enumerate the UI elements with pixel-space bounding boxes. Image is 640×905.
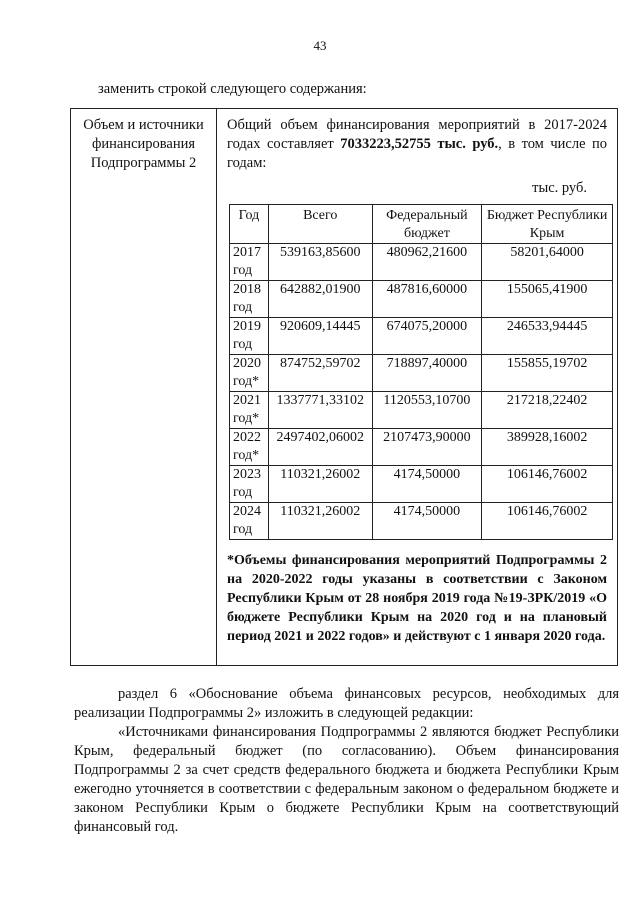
table-row <box>230 429 613 466</box>
cell-federal: 4174,50000 <box>372 503 482 540</box>
cell-year: 2020 год* <box>230 355 269 392</box>
summary-amount: 7033223,52755 тыс. руб. <box>340 136 499 152</box>
cell-crimea: 155855,19702 <box>482 355 613 392</box>
cell-total: 642882,01900 <box>268 281 372 318</box>
table-row <box>230 503 613 540</box>
cell-federal: 2107473,90000 <box>372 429 482 466</box>
right-content-cell <box>217 109 617 665</box>
table-body <box>230 244 613 540</box>
cell-federal: 487816,60000 <box>372 281 482 318</box>
left-label-line: финансирования <box>91 136 196 152</box>
table-row <box>230 281 613 318</box>
left-label-line: Объем и источники <box>83 117 204 133</box>
cell-total: 539163,85600 <box>268 244 372 281</box>
left-label-cell <box>71 109 217 665</box>
cell-crimea: 246533,94445 <box>482 318 613 355</box>
cell-crimea: 217218,22402 <box>482 392 613 429</box>
cell-year: 2019 год <box>230 318 269 355</box>
cell-year: 2018 год <box>230 281 269 318</box>
cell-crimea: 58201,64000 <box>482 244 613 281</box>
cell-crimea: 155065,41900 <box>482 281 613 318</box>
unit-label: тыс. руб. <box>532 180 587 196</box>
intro-text: заменить строкой следующего содержания: <box>98 81 367 97</box>
quoted-paragraph: «Источниками финансирования Подпрограммы 2 являются бюджет Республики Крым, федеральный бюджет (по согласованию). Объем финансирования Подпрограммы 2 за счет средств федерального бюджета и бюджета Республики Крым ежегодно уточняется в соответствии с федеральным законом о федеральном бюджете и законом Республики Крым о бюджете Республики Крым на соответствующий финансовый год. <box>74 724 619 835</box>
header-total: Всего <box>268 205 372 244</box>
page-number: 43 <box>313 38 327 53</box>
cell-year: 2024 год <box>230 503 269 540</box>
table-row <box>230 466 613 503</box>
footnote: *Объемы финансирования мероприятий Подпрограммы 2 на 2020-2022 годы указаны в соответствии с Законом Республики Крым от 28 ноября 2019 года №19-ЗРК/2019 «О бюджете Республики Крым на 2020 год и на плановый период 2021 и 2022 годов» и действуют с 1 января 2020 года. <box>227 553 607 644</box>
financing-table <box>70 108 618 666</box>
header-crimea: Бюджет Республики Крым <box>482 205 613 244</box>
financing-summary <box>227 116 607 173</box>
cell-total: 1337771,33102 <box>268 392 372 429</box>
table-row <box>230 318 613 355</box>
cell-year: 2023 год <box>230 466 269 503</box>
table-row <box>230 355 613 392</box>
yearly-breakdown-table <box>229 204 613 540</box>
header-federal: Федеральный бюджет <box>372 205 482 244</box>
header-year: Год <box>230 205 269 244</box>
cell-year: 2017 год <box>230 244 269 281</box>
cell-federal: 674075,20000 <box>372 318 482 355</box>
summary-after: , в том числе по годам: <box>227 136 607 171</box>
cell-total: 110321,26002 <box>268 503 372 540</box>
left-label-line: Подпрограммы 2 <box>90 155 197 171</box>
table-row <box>230 392 613 429</box>
table-header-row <box>230 205 613 244</box>
section-heading-text: раздел 6 «Обоснование объема финансовых ресурсов, необходимых для реализации Подпрограммы 2» изложить в следующей редакции: <box>74 686 619 721</box>
cell-federal: 4174,50000 <box>372 466 482 503</box>
cell-federal: 480962,21600 <box>372 244 482 281</box>
cell-total: 874752,59702 <box>268 355 372 392</box>
cell-federal: 718897,40000 <box>372 355 482 392</box>
cell-crimea: 389928,16002 <box>482 429 613 466</box>
cell-crimea: 106146,76002 <box>482 466 613 503</box>
cell-crimea: 106146,76002 <box>482 503 613 540</box>
cell-total: 920609,14445 <box>268 318 372 355</box>
cell-year: 2022 год* <box>230 429 269 466</box>
cell-total: 110321,26002 <box>268 466 372 503</box>
cell-year: 2021 год* <box>230 392 269 429</box>
cell-federal: 1120553,10700 <box>372 392 482 429</box>
table-row <box>230 244 613 281</box>
cell-total: 2497402,06002 <box>268 429 372 466</box>
summary-before: Общий объем финансирования мероприятий в 2017-2024 годах составляет <box>227 117 607 152</box>
